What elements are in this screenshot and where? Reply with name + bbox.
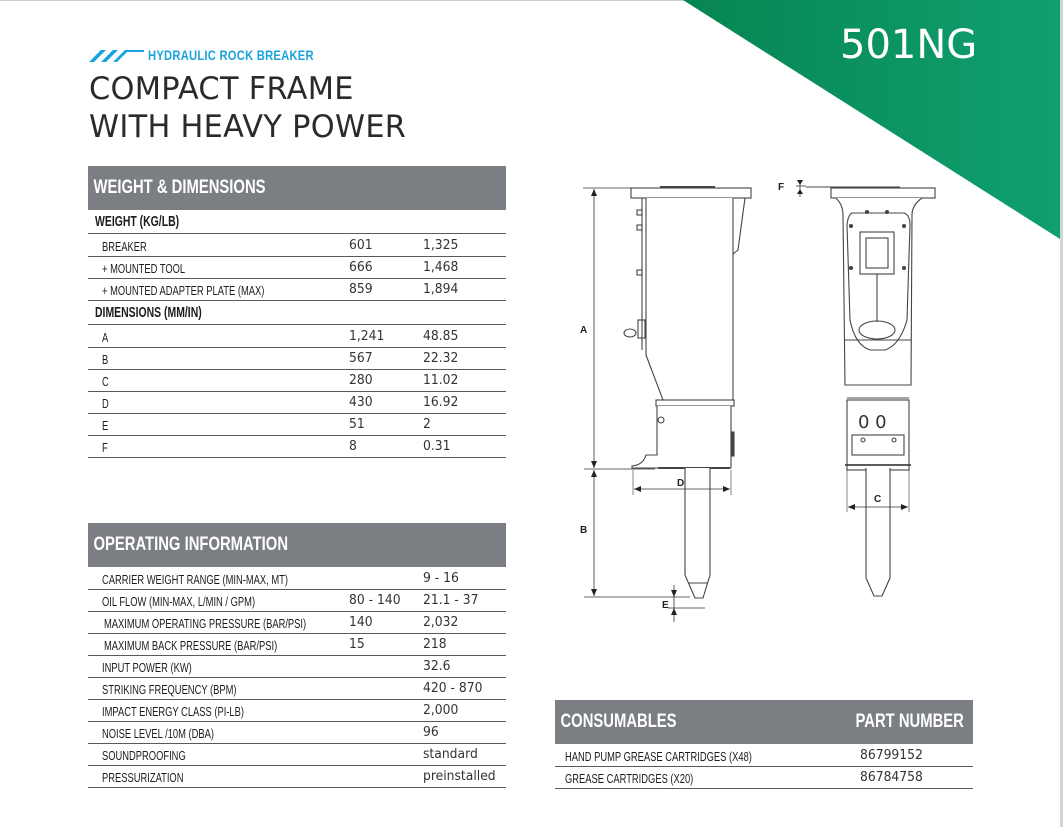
row-value-mm: 567: [349, 351, 373, 366]
row-value-imperial: standard: [423, 747, 478, 762]
table-row: [88, 348, 506, 370]
kicker: [89, 45, 355, 65]
triple-slash-stripes-icon: [89, 47, 144, 63]
part-number: 86799152: [860, 748, 923, 763]
row-value-mm: 8: [349, 439, 357, 454]
row-value-imperial: 9 - 16: [423, 571, 459, 586]
row-value-imperial: 32.6: [423, 659, 451, 674]
row-value-mm: 51: [349, 417, 365, 432]
table-row: [88, 612, 506, 634]
row-label: INPUT POWER (KW): [102, 660, 192, 675]
consumable-label: HAND PUMP GREASE CARTRIDGES (X48): [565, 749, 752, 764]
row-value-lb: 1,325: [423, 238, 459, 253]
dim-label-d: D: [677, 478, 685, 489]
table-row: [88, 722, 506, 744]
dim-label-a: A: [580, 325, 588, 336]
consumables-title: CONSUMABLES: [560, 711, 677, 732]
row-value-metric: 15: [349, 637, 365, 652]
part-number-heading: PART NUMBER: [855, 711, 964, 732]
row-value-in: 0.31: [423, 439, 451, 454]
row-value-in: 11.02: [423, 373, 459, 388]
row-value-in: 48.85: [423, 329, 459, 344]
row-value-imperial: preinstalled: [423, 769, 496, 784]
row-label: C: [102, 374, 109, 389]
section-title: OPERATING INFORMATION: [93, 534, 289, 555]
row-value-imperial: 2,000: [423, 703, 459, 718]
row-label: D: [102, 396, 109, 411]
breaker-technical-drawing: [560, 170, 960, 630]
part-number: 86784758: [860, 770, 923, 785]
row-label: STRIKING FREQUENCY (BPM): [102, 682, 237, 697]
tool-marking: 0 0: [858, 412, 887, 433]
row-value-in: 2: [423, 417, 431, 432]
row-value-in: 22.32: [423, 351, 459, 366]
table-row: [88, 766, 506, 788]
table-row: [88, 744, 506, 766]
row-label: IMPACT ENERGY CLASS (PI-LB): [102, 704, 244, 719]
row-label: NOISE LEVEL /10M (DBA): [102, 726, 215, 741]
row-value-metric: 80 - 140: [349, 593, 401, 608]
table-row: [88, 634, 506, 656]
row-label: MAXIMUM BACK PRESSURE (BAR/PSI): [104, 638, 278, 653]
dim-label-c: C: [874, 494, 882, 505]
table-row: [88, 656, 506, 678]
headline-line-2: WITH HEAVY POWER: [89, 109, 407, 145]
table-row: [88, 326, 506, 348]
dim-label-f: F: [778, 182, 785, 193]
row-label: BREAKER: [102, 239, 147, 254]
row-value-metric: 140: [349, 615, 373, 630]
row-value-imperial: 2,032: [423, 615, 459, 630]
table-row: [88, 678, 506, 700]
operating-information-header: [88, 523, 506, 567]
row-label: B: [102, 352, 109, 367]
row-label: PRESSURIZATION: [102, 770, 184, 785]
row-label: MAXIMUM OPERATING PRESSURE (BAR/PSI): [104, 616, 307, 631]
page-title: [89, 70, 413, 146]
row-value-mm: 430: [349, 395, 373, 410]
row-label: A: [102, 330, 109, 345]
dimensions-heading: DIMENSIONS (MM/IN): [95, 305, 202, 321]
row-value-imperial: 420 - 870: [423, 681, 483, 696]
section-title: WEIGHT & DIMENSIONS: [93, 177, 266, 198]
weight-heading: WEIGHT (KG/LB): [95, 214, 180, 230]
row-label: E: [102, 418, 109, 433]
row-value-kg: 666: [349, 260, 373, 275]
row-value-kg: 601: [349, 238, 373, 253]
row-value-mm: 1,241: [349, 329, 385, 344]
row-value-lb: 1,468: [423, 260, 459, 275]
consumable-label: GREASE CARTRIDGES (X20): [565, 771, 694, 786]
table-row: [555, 745, 973, 767]
row-label: + MOUNTED ADAPTER PLATE (MAX): [102, 283, 265, 298]
row-value-lb: 1,894: [423, 282, 459, 297]
table-row: [88, 700, 506, 722]
table-row: [88, 392, 506, 414]
kicker-text: HYDRAULIC ROCK BREAKER: [148, 47, 314, 63]
dimensions-heading-row: [88, 303, 506, 325]
weight-dimensions-header: [88, 166, 506, 210]
row-label: CARRIER WEIGHT RANGE (MIN-MAX, MT): [102, 572, 288, 587]
row-value-kg: 859: [349, 282, 373, 297]
row-label: OIL FLOW (MIN-MAX, L/MIN / GPM): [102, 594, 256, 609]
table-row: [88, 235, 506, 257]
table-row: [88, 257, 506, 279]
model-code: 501NG: [840, 22, 978, 68]
row-label: + MOUNTED TOOL: [102, 261, 186, 276]
row-value-in: 16.92: [423, 395, 459, 410]
table-row: [88, 414, 506, 436]
headline-line-1: COMPACT FRAME: [89, 71, 354, 107]
table-row: [88, 436, 506, 458]
row-label: SOUNDPROOFING: [102, 748, 186, 763]
table-row: [88, 279, 506, 301]
table-row: [88, 370, 506, 392]
table-row: [88, 590, 506, 612]
weight-heading-row: [88, 212, 506, 234]
row-value-imperial: 96: [423, 725, 439, 740]
table-row: [88, 568, 506, 590]
table-row: [555, 767, 973, 789]
dim-label-e: E: [662, 600, 669, 611]
consumables-header: [555, 700, 973, 744]
row-value-imperial: 21.1 - 37: [423, 593, 479, 608]
dim-label-b: B: [580, 525, 588, 536]
row-value-imperial: 218: [423, 637, 447, 652]
row-value-mm: 280: [349, 373, 373, 388]
row-label: F: [102, 440, 108, 455]
